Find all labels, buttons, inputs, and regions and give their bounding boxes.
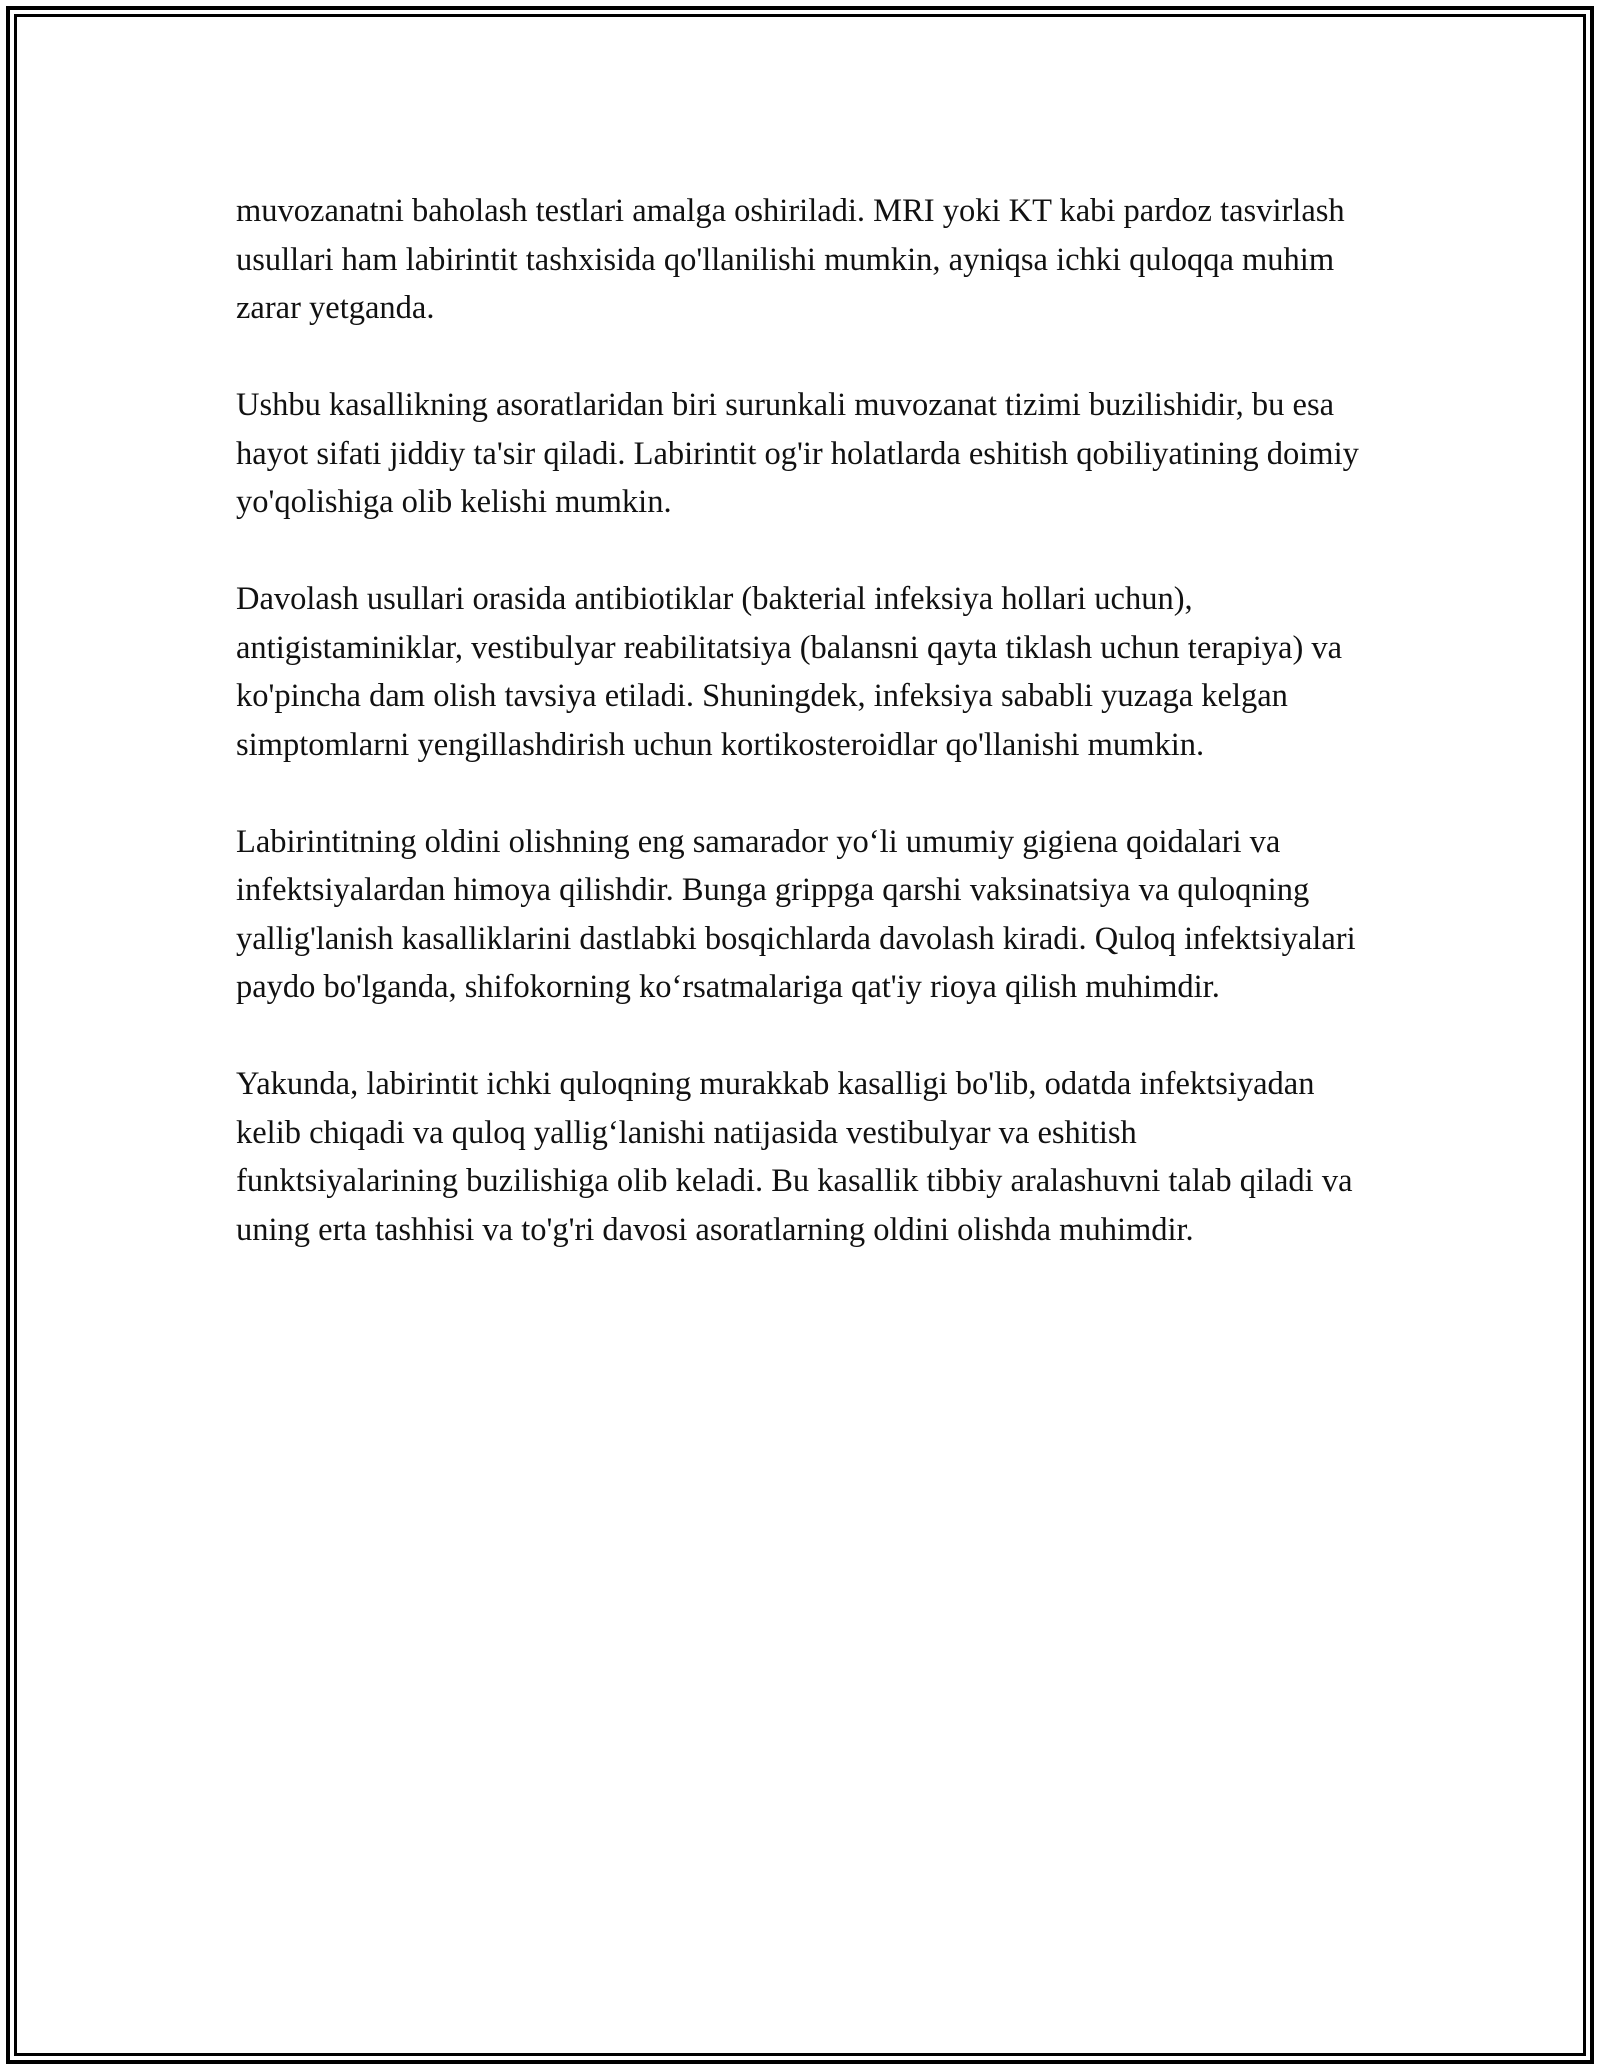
paragraph-diagnosis: muvozanatni baholash testlari amalga oshiriladi. MRI yoki KT kabi pardoz tasvirlash usullari ham labirintit tashxisida qo'llanilishi mumkin, ayniqsa ichki quloqqa muhim zarar yetganda. — [236, 193, 1345, 326]
paragraph-complications: Ushbu kasallikning asoratlaridan biri surunkali muvozanat tizimi buzilishidir, bu esa hayot sifati jiddiy ta'sir qiladi. Labirintit og'ir holatlarda eshitish qobiliyatining doimiy yo'qolishiga olib kelishi mumkin. — [236, 387, 1359, 520]
paragraph-treatment: Davolash usullari orasida antibiotiklar (bakterial infeksiya hollari uchun), antigistaminiklar, vestibulyar reabilitatsiya (balansni qayta tiklash uchun terapiya) va ko'pincha dam olish tavsiya etiladi. Shuningdek, infeksiya sababli yuzaga kelgan simptomlarni yengillashdirish uchun kortikosteroidlar qo'llanishi mumkin. — [236, 581, 1343, 763]
paragraph-prevention: Labirintitning oldini olishning eng samarador yo‘li umumiy gigiena qoidalari va infektsiyalardan himoya qilishdir. Bunga grippga qarshi vaksinatsiya va quloqning yallig'lanish kasalliklarini dastlabki bosqichlarda davolash kiradi. Quloq infektsiyalari paydo bo'lganda, shifokorning ko‘rsatmalariga qat'iy rioya qilish muhimdir. — [236, 823, 1356, 1005]
document-body — [236, 187, 1366, 1303]
paragraph-conclusion: Yakunda, labirintit ichki quloqning murakkab kasalligi bo'lib, odatda infektsiyadan kelib chiqadi va quloq yallig‘lanishi natijasida vestibulyar va eshitish funktsiyalarining buzilishiga olib keladi. Bu kasallik tibbiy aralashuvni talab qiladi va uning erta tashhisi va to'g'ri davosi asoratlarning oldini olishda muhimdir. — [236, 1066, 1353, 1248]
